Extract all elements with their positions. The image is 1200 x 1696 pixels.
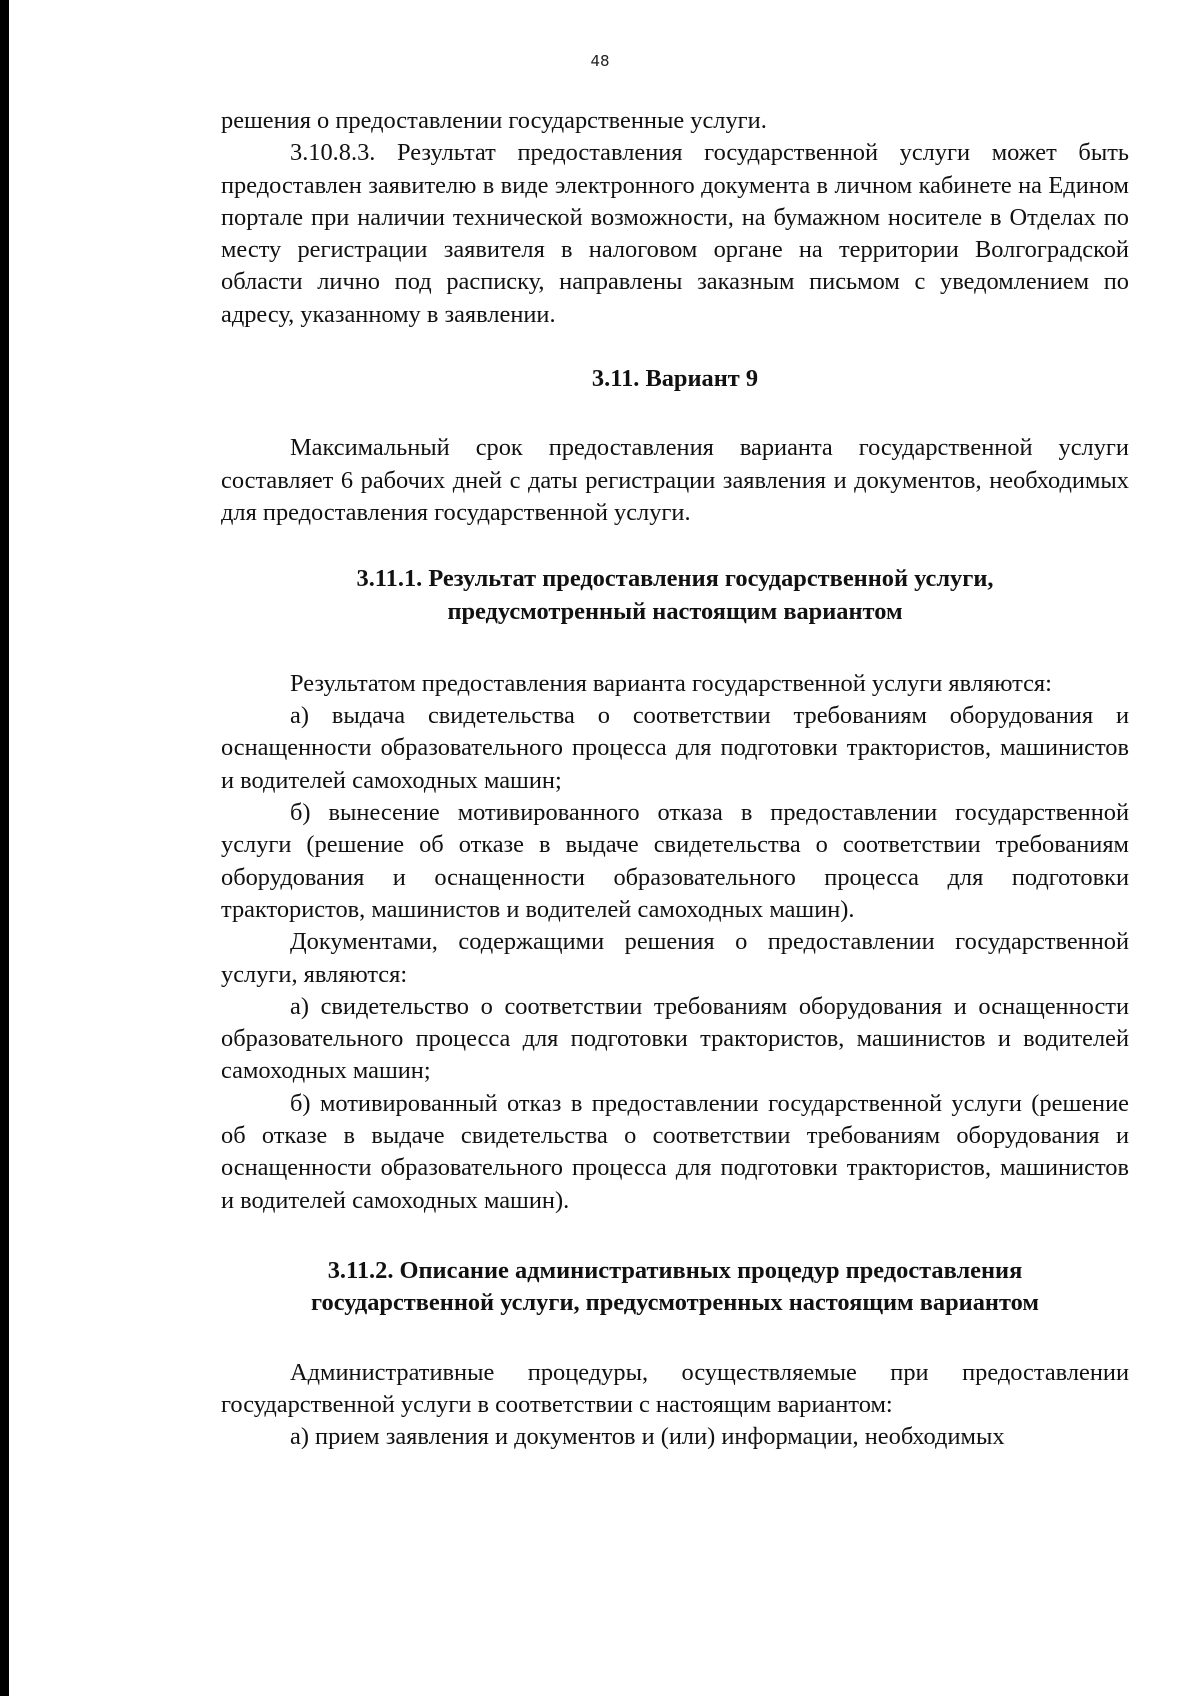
paragraph-docs-a: а) свидетельство о соответствии требованиям оборудования и оснащенности образовательного процесса для подготовки трактористов, машинистов и водителей самоходных машин; (221, 992, 1129, 1085)
page-number: 48 (590, 52, 610, 70)
paragraph-max-term: Максимальный срок предоставления варианта государственной услуги составляет 6 рабочих дней с даты регистрации заявления и документов, необходимых для предоставления государственной услуги. (221, 434, 1129, 526)
heading-3-11-1-line1: 3.11.1. Результат предоставления государственной услуги, (356, 565, 994, 593)
heading-3-11-2-line1: 3.11.2. Описание административных процедур предоставления (327, 1256, 1023, 1284)
continued-paragraph: решения о предоставлении государственные услуги. (221, 107, 767, 134)
heading-3-11-2-line2: государственной услуги, предусмотренных настоящим вариантом (311, 1289, 1039, 1317)
paragraph-3-10-8-3: 3.10.8.3. Результат предоставления государственной услуги может быть предоставлен заявителю в виде электронного документа в личном кабинете на Едином портале при наличии технической возможности, на бумажном носителе в Отделах по месту регистрации заявителя в налоговом органе на территории Волгоградской области лично под расписку, направлены заказным письмом с уведомлением по адресу, указанному в заявлении. (221, 139, 1129, 328)
paragraph-procedures-intro: Административные процедуры, осуществляемые при предоставлении государственной услуги в соответствии с настоящим вариантом: (221, 1358, 1129, 1418)
paragraph-procedure-a: а) прием заявления и документов и (или) информации, необходимых (290, 1423, 1005, 1451)
paragraph-result-a: а) выдача свидетельства о соответствии требованиям оборудования и оснащенности образовательного процесса для подготовки трактористов, машинистов и водителей самоходных машин; (221, 702, 1129, 794)
paragraph-docs-b: б) мотивированный отказ в предоставлении государственной услуги (решение об отказе в выдаче свидетельства о соответствии требованиям оборудования и оснащенности образовательного процесса для подготовки трактористов, машинистов и водителей самоходных машин). (221, 1089, 1129, 1214)
heading-3-11-1-line2: предусмотренный настоящим вариантом (447, 597, 903, 625)
heading-3-11-2 (221, 1255, 1129, 1320)
document-body (221, 105, 1129, 1453)
heading-3-11-1 (221, 563, 1129, 628)
heading-3-11: 3.11. Вариант 9 (591, 365, 759, 393)
paragraph-result-b: б) вынесение мотивированного отказа в предоставлении государственной услуги (решение об отказе в выдаче свидетельства о соответствии требованиям оборудования и оснащенности образовательного процесса для подготовки трактористов, машинистов и водителей самоходных машин). (221, 799, 1129, 923)
scan-edge (0, 0, 9, 1696)
paragraph-results-intro: Результатом предоставления варианта государственной услуги являются: (290, 669, 1052, 697)
paragraph-docs-intro: Документами, содержащими решения о предоставлении государственной услуги, являются: (221, 928, 1129, 988)
